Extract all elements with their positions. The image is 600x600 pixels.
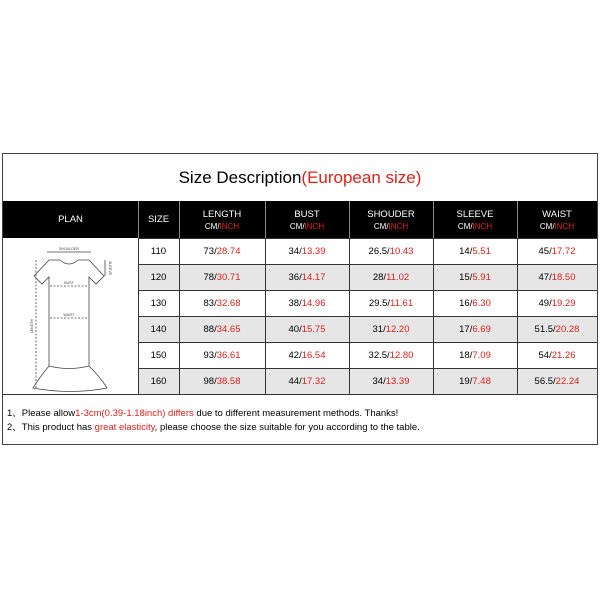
row-divider <box>138 238 597 239</box>
header-unit <box>540 222 574 231</box>
waist-inch: 22.24 <box>555 375 580 387</box>
shoulder-inch: 11.02 <box>386 271 410 283</box>
unit-inch: INCH <box>219 221 240 231</box>
sleeve-cm: 14/ <box>459 245 473 257</box>
cell-shoulder <box>349 368 433 394</box>
bust-cm: 40/ <box>288 323 302 335</box>
shoulder-cm: 31/ <box>372 323 386 335</box>
table-row <box>138 342 597 368</box>
cell-sleeve <box>433 264 517 290</box>
bust-inch: 14.96 <box>301 297 326 309</box>
cell-size: 130 <box>150 297 167 309</box>
shoulder-inch: 12.20 <box>385 323 410 335</box>
waist-inch: 20.28 <box>555 323 580 335</box>
header-size <box>138 201 179 238</box>
header-plan <box>3 201 138 238</box>
table-row <box>138 290 597 316</box>
sleeve-cm: 19/ <box>459 375 473 387</box>
note-line <box>7 405 398 419</box>
note-highlight: great elasticity <box>94 422 155 433</box>
cell-sleeve <box>433 238 517 264</box>
row-divider <box>138 290 597 291</box>
bust-cm: 38/ <box>288 297 302 309</box>
shoulder-inch: 11.61 <box>390 297 414 309</box>
shoulder-cm: 26.5/ <box>368 245 390 257</box>
header-label: SLEEVE <box>456 208 494 220</box>
unit-cm: CM/ <box>457 221 473 231</box>
length-inch: 32.68 <box>216 297 241 309</box>
length-inch: 30.71 <box>216 271 241 283</box>
unit-inch: INCH <box>388 221 409 231</box>
shoulder-inch: 12.80 <box>389 349 414 361</box>
cell-size: 160 <box>150 375 167 387</box>
cell-bust <box>265 290 349 316</box>
table-bottom-line <box>3 394 597 395</box>
length-cm: 93/ <box>203 349 217 361</box>
header-length <box>179 201 265 238</box>
sleeve-cm: 18/ <box>459 349 473 361</box>
sleeve-inch: 6.30 <box>472 297 491 309</box>
header-label: SHOUDER <box>367 208 415 220</box>
unit-cm: CM/ <box>204 221 220 231</box>
cell-waist <box>517 264 597 290</box>
unit-inch: INCH <box>304 221 325 231</box>
header-waist <box>517 201 597 238</box>
cell-shoulder <box>349 290 433 316</box>
waist-cm: 49/ <box>538 297 552 309</box>
unit-cm: CM/ <box>373 221 389 231</box>
header-label: LENGTH <box>202 208 242 220</box>
table-row <box>138 316 597 342</box>
sleeve-cm: 16/ <box>459 297 473 309</box>
cell-sleeve <box>433 342 517 368</box>
cell-shoulder <box>349 264 433 290</box>
note-highlight: 1-3cm(0.39-1.18inch) differs <box>75 408 194 419</box>
unit-inch: INCH <box>472 221 493 231</box>
cell-waist <box>517 316 597 342</box>
header-divider <box>433 201 434 238</box>
cell-size: 110 <box>150 245 167 257</box>
waist-cm: 56.5/ <box>534 375 556 387</box>
length-inch: 36.61 <box>216 349 241 361</box>
waist-cm: 51.5/ <box>534 323 556 335</box>
header-label: PLAN <box>58 214 83 225</box>
cell-bust <box>265 342 349 368</box>
waist-cm: 54/ <box>538 349 552 361</box>
header-shoulder <box>349 201 433 238</box>
plan-diagram <box>3 238 138 396</box>
ruffle-seam <box>49 366 89 369</box>
unit-cm: CM/ <box>539 221 555 231</box>
size-chart <box>2 153 598 445</box>
length-cm: 88/ <box>203 323 217 335</box>
length-inch: 28.74 <box>216 245 241 257</box>
title-main: Size Description <box>178 167 302 187</box>
unit-cm: CM/ <box>289 221 305 231</box>
header-divider <box>265 201 266 238</box>
row-divider <box>138 368 597 369</box>
cell-bust <box>265 368 349 394</box>
length-cm: 83/ <box>203 297 217 309</box>
waist-cm: 45/ <box>538 245 552 257</box>
length-label: LENGTH <box>30 318 34 334</box>
cell-size: 140 <box>150 323 167 335</box>
header-bust <box>265 201 349 238</box>
cell-length <box>179 238 265 264</box>
bust-inch: 17.32 <box>301 375 326 387</box>
chart-title <box>3 154 597 201</box>
dress-outline <box>33 260 107 392</box>
bust-inch: 14.17 <box>301 271 326 283</box>
length-cm: 73/ <box>203 245 217 257</box>
table-row <box>138 264 597 290</box>
note-text: due to different measurement methods. Thanks! <box>193 408 399 419</box>
waist-inch: 18.50 <box>551 271 576 283</box>
sleeve-inch: 7.48 <box>472 375 491 387</box>
row-divider <box>138 342 597 343</box>
note-text: 2、This product has <box>7 422 95 433</box>
note-text: , please choose the size suitable for you according to the table. <box>154 422 420 433</box>
cell-size: 150 <box>150 349 167 361</box>
header-unit <box>374 222 408 231</box>
length-cm: 78/ <box>203 271 217 283</box>
sleeve-inch: 6.69 <box>472 323 491 335</box>
table-header <box>3 201 597 238</box>
cell-bust <box>265 238 349 264</box>
header-unit <box>205 222 239 231</box>
length-inch: 38.58 <box>216 375 241 387</box>
waist-cm: 47/ <box>538 271 552 283</box>
shoulder-cm: 34/ <box>372 375 386 387</box>
row-divider <box>138 264 597 265</box>
title-accent: (European size) <box>301 167 422 187</box>
waist-inch: 17.72 <box>551 245 576 257</box>
cell-waist <box>517 290 597 316</box>
cell-bust <box>265 264 349 290</box>
shoulder-cm: 28/ <box>372 271 387 283</box>
cell-length <box>179 342 265 368</box>
cell-waist <box>517 368 597 394</box>
length-cm: 98/ <box>203 375 217 387</box>
header-sleeve <box>433 201 517 238</box>
sleeve-inch: 5.51 <box>472 245 491 257</box>
header-label: SIZE <box>147 214 170 225</box>
cell-shoulder <box>349 342 433 368</box>
length-inch: 34.65 <box>216 323 241 335</box>
cell-length <box>179 368 265 394</box>
bust-inch: 15.75 <box>301 323 326 335</box>
waist-inch: 21.26 <box>551 349 576 361</box>
cell-bust <box>265 316 349 342</box>
table-row <box>138 368 597 394</box>
header-unit <box>458 222 492 231</box>
waist-label: WAIST <box>63 313 75 317</box>
bust-inch: 16.54 <box>301 349 326 361</box>
note-line <box>7 419 420 433</box>
cell-length <box>179 290 265 316</box>
sleeve-inch: 7.09 <box>472 349 491 361</box>
cell-sleeve <box>433 290 517 316</box>
table-row <box>138 238 597 264</box>
unit-inch: INCH <box>554 221 575 231</box>
bust-cm: 42/ <box>288 349 302 361</box>
dress-diagram <box>3 238 138 396</box>
sleeve-label: SLEEVE <box>108 261 112 275</box>
bust-cm: 36/ <box>288 271 302 283</box>
bust-inch: 13.39 <box>301 245 326 257</box>
cell-shoulder <box>349 316 433 342</box>
header-divider <box>179 201 180 238</box>
shoulder-label: SHOULDER <box>59 247 79 251</box>
header-divider <box>517 201 518 238</box>
shoulder-cm: 32.5/ <box>368 349 390 361</box>
cell-waist <box>517 342 597 368</box>
header-label: WAIST <box>542 208 572 220</box>
cell-length <box>179 264 265 290</box>
header-label: BUST <box>294 208 320 220</box>
bust-label: BUST <box>64 281 74 285</box>
cell-shoulder <box>349 238 433 264</box>
shoulder-cm: 29.5/ <box>368 297 391 309</box>
cell-sleeve <box>433 368 517 394</box>
header-divider <box>349 201 350 238</box>
sleeve-cm: 17/ <box>459 323 473 335</box>
row-divider <box>138 316 597 317</box>
note-text: 1、Please allow <box>7 408 76 419</box>
cell-sleeve <box>433 316 517 342</box>
header-unit <box>290 222 324 231</box>
waist-inch: 19.29 <box>551 297 576 309</box>
shoulder-inch: 13.39 <box>385 375 410 387</box>
header-divider <box>138 201 139 238</box>
cell-length <box>179 316 265 342</box>
cell-size: 120 <box>150 271 167 283</box>
bust-cm: 34/ <box>288 245 302 257</box>
cell-waist <box>517 238 597 264</box>
sleeve-cm: 15/ <box>459 271 473 283</box>
bust-cm: 44/ <box>288 375 302 387</box>
sleeve-inch: 5.91 <box>472 271 491 283</box>
shoulder-inch: 10.43 <box>389 245 414 257</box>
